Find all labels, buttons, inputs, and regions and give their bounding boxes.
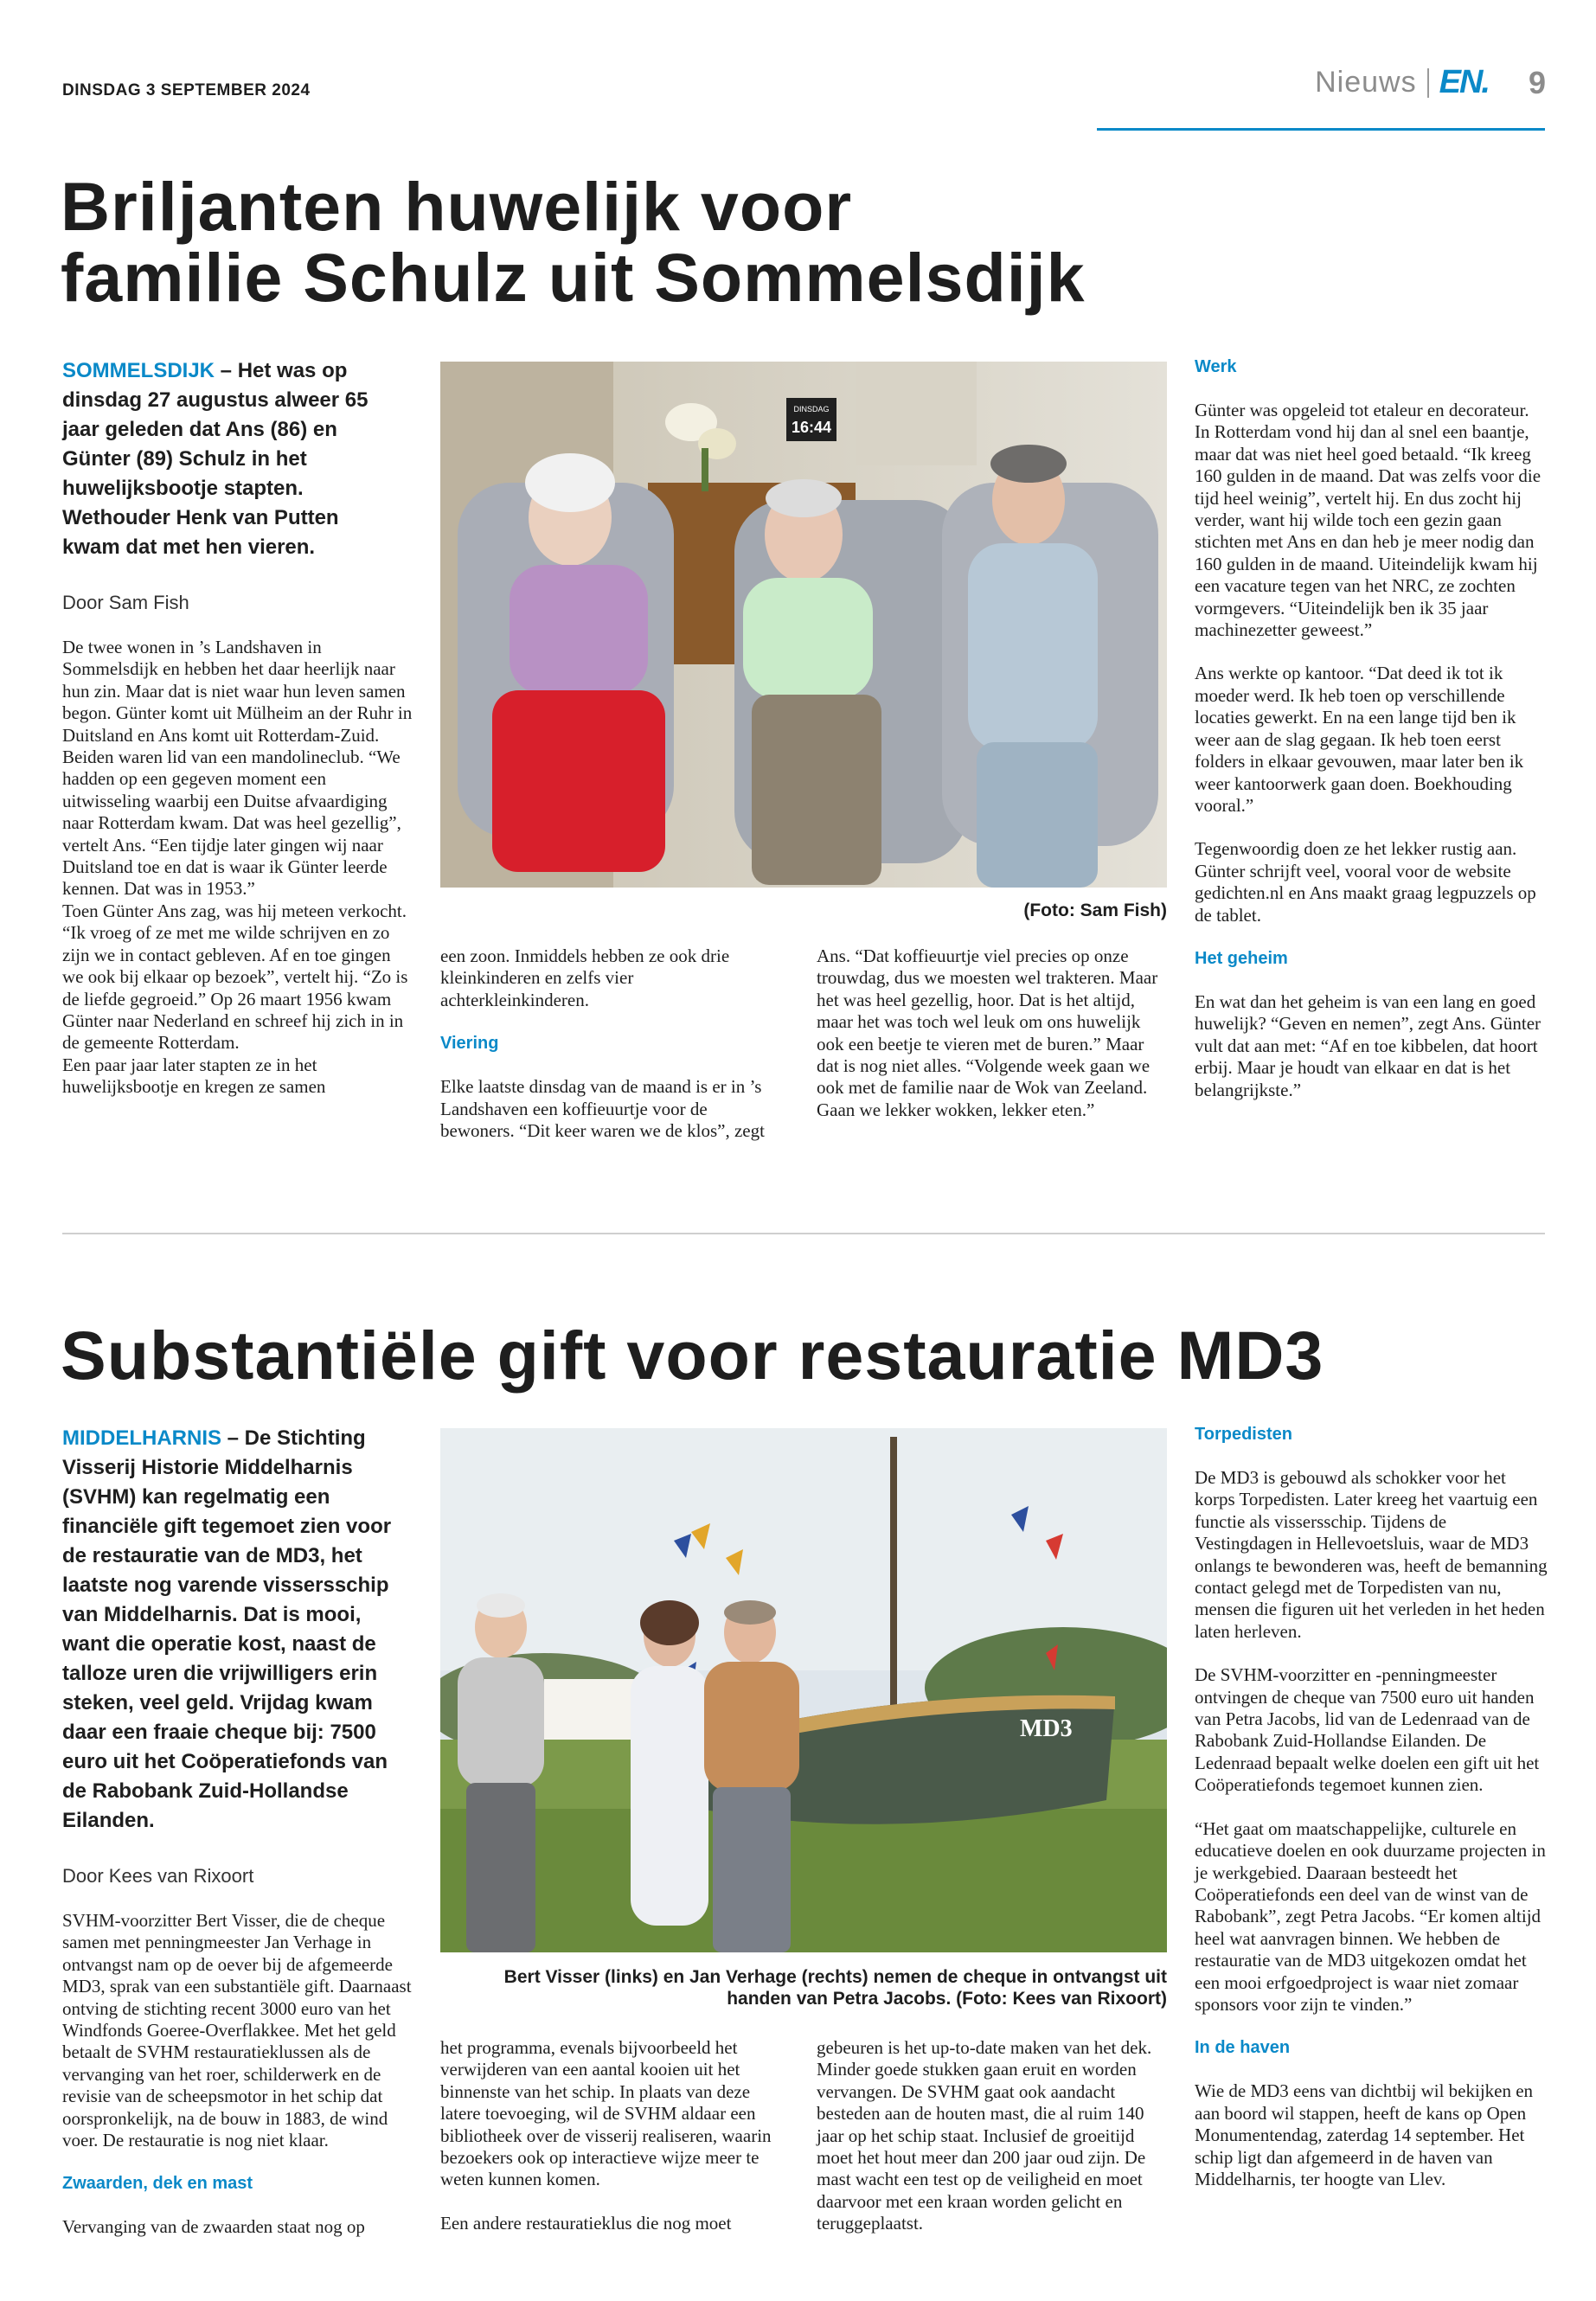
- article2-column1: [62, 1910, 413, 2239]
- article2-column4: [1195, 1424, 1548, 2190]
- article2-headline: Substantiële gift voor restauratie MD3: [61, 1317, 1324, 1394]
- article1-paragraph: Een paar jaar later stapten ze in het huwelijksbootje en kregen ze samen: [62, 1054, 326, 1098]
- article1-paragraph: een zoon. Inmiddels hebben ze ook drie kleinkinderen en zelfs vier achterkleinkinderen.: [440, 945, 730, 1010]
- article2-paragraph: het programma, evenals bijvoorbeeld het verwijderen van een aantal kooien uit het binnenste van het schip. In plaats van deze latere toevoeging, wil de SVHM aldaar een bibliotheek over de visserij realiseren, waarin bezoekers ook op interactieve wijze meer te weten kunnen komen.: [440, 2037, 772, 2190]
- article2-column2: [440, 2037, 785, 2234]
- article1-subheading-viering: Viering: [440, 1034, 499, 1054]
- article1-subheading-werk: Werk: [1195, 357, 1237, 376]
- article1-subheading-geheim: Het geheim: [1195, 948, 1288, 968]
- article2-paragraph: Wie de MD3 eens van dichtbij wil bekijken en aan boord wil stappen, heeft de kans op Open Monumentendag, zaterdag 14 september. Het schip ligt dan afgemeerd in de haven van Middelharnis, ter hoogte van Llev.: [1195, 2080, 1534, 2189]
- article1-paragraph: De twee wonen in ’s Landshaven in Sommelsdijk en hebben het daar heerlijk naar hun zin. Maar dat is niet waar hun leven samen begon. Günter komt uit Mülheim an der Ruhr in Duitsland en Ans komt uit Rotterdam-Zuid. Beiden waren lid van een mandolineclub. “We hadden op een gegeven moment een uitwisseling waarbij een Duitse afvaardiging naar Rotterdam kwam. Dat was heel gezellig”, vertelt Ans. “Een tijdje later gingen wij naar Duitsland toe en dat is waar ik Günter leerde kennen. Dat was in 1953.”: [62, 637, 413, 900]
- article-divider: [62, 1233, 1545, 1234]
- article2-subheading-torpedisten: Torpedisten: [1195, 1425, 1292, 1444]
- article2-lead-text: – De Stichting Visserij Historie Middelharnis (SVHM) kan regelmatig een financiële gift tegemoet zien voor de restauratie van de MD3, het laatste nog varende vissersschip van Middelharnis. Dat is mooi, want die operatie kost, naast de talloze uren die vrijwilligers erin steken, veel geld. Vrijdag kwam daar een fraaie cheque bij: 7500 euro uit het Coöperatiefonds van de Rabobank Zuid-Hollandse Eilanden.: [62, 1426, 392, 1832]
- article1-photo-caption: (Foto: Sam Fish): [1023, 901, 1167, 920]
- section-label: Nieuws: [1315, 66, 1417, 99]
- article1-paragraph: En wat dan het geheim is van een lang en goed huwelijk? “Geven en nemen”, zegt Ans. Günter vult dat aan met: “Af en toe kibbelen, dat hoort erbij. Maar je houdt van elkaar en dat is het belangrijkste.”: [1195, 990, 1542, 1100]
- article1-byline: Door Sam Fish: [62, 592, 189, 613]
- article2-subheading-zwaarden: Zwaarden, dek en mast: [62, 2174, 253, 2194]
- article1-column3: [817, 945, 1161, 1121]
- article1-photo: [440, 362, 1167, 888]
- article2-byline: Door Kees van Rixoort: [62, 1865, 254, 1887]
- article1-paragraph: Elke laatste dinsdag van de maand is er in ’s Landshaven een koffieuurtje voor de bewoners. “Dit keer waren we de klos”, zegt: [440, 1076, 765, 1142]
- article1-headline-line1: Briljanten huwelijk voor: [61, 168, 853, 245]
- boat-photo-illustration: [440, 1428, 1167, 1952]
- article1-column4: [1195, 356, 1548, 1101]
- page-number: 9: [1528, 64, 1546, 100]
- article1-paragraph: Ans werkte op kantoor. “Dat deed ik tot ik moeder werd. Ik heb toen op verschillende locaties gewerkt. En na een lange tijd ben ik weer aan de slag gegaan. Ik heb toen eerst folders in elkaar gevouwen, maar later ben ik weer kantoorwerk gaan doen. Boekhouding vooral.”: [1195, 663, 1524, 816]
- couple-photo-illustration: [440, 362, 1167, 888]
- article2-paragraph: gebeuren is het up-to-date maken van het dek. Minder goede stukken gaan eruit en worden vervangen. De SVHM gaat ook aandacht besteden aan de houten mast, die al ruim 140 jaar op het schip staat. Inclusief de groeitijd moet het hout meer dan 200 jaar oud zijn. De mast wacht een test op de veiligheid en moet daarvoor met een kraan worden gelicht en teruggeplaatst.: [817, 2037, 1152, 2234]
- article1-column2: [440, 945, 785, 1142]
- article2-dateline-place: MIDDELHARNIS: [62, 1426, 221, 1450]
- masthead-separator: [1427, 68, 1429, 98]
- article1-lead: [62, 356, 394, 562]
- article2-photo: [440, 1428, 1167, 1952]
- article1-paragraph: Toen Günter Ans zag, was hij meteen verkocht. “Ik vroeg of ze met me wilde schrijven en zo zijn we in contact gebleven. Af en toe gingen we ook bij elkaar op bezoek”, vertelt hij. “Zo is de liefde gegroeid.” Op 26 maart 1956 kwam Günter naar Nederland en schreef hij zich in in de gemeente Rotterdam.: [62, 900, 408, 1054]
- article1-paragraph: Günter was opgeleid tot etaleur en decorateur. In Rotterdam vond hij dan al snel een baantje, maar dat was niet heel goed betaald. “Ik kreeg 160 gulden in de maand. Dat was zelfs voor die tijd heel weinig”, vertelt hij. En dus zocht hij verder, want hij wilde toch een gezin gaan stichten met Ans en dan heb je meer nodig dan 160 gulden in de maand. Uiteindelijk kwam hij een vacature tegen van het NRC, ze zochten vormgevers. “Uiteindelijk ben ik 35 jaar machinezetter geweest.”: [1195, 400, 1542, 641]
- clock-day: DINSDAG: [793, 405, 830, 413]
- issue-date: DINSDAG 3 SEPTEMBER 2024: [62, 81, 311, 99]
- article2-paragraph: Vervanging van de zwaarden staat nog op: [62, 2216, 365, 2238]
- article2-paragraph: SVHM-voorzitter Bert Visser, die de cheque samen met penningmeester Jan Verhage in ontvangst nam op de oever bij de afgemeerde MD3, sprak van een substantiële gift. Daarnaast ontving de stichting recent 3000 euro van het Windfonds Goeree-Overflakkee. Met het geld betaalt de SVHM restauratieklussen als de vervanging van het roer, schilderwerk en de revisie van de scheepsmotor in het schip dat oorspronkelijk, na de bouw in 1883, de wind voer. De restauratie is nog niet klaar.: [62, 1910, 412, 2151]
- header-accent-line: [1097, 128, 1545, 131]
- article1-lead-text: – Het was op dinsdag 27 augustus alweer 65 jaar geleden dat Ans (86) en Günter (89) Schulz in het huwelijksbootje stapten. Wethouder Henk van Putten kwam dat met hen vieren.: [62, 359, 369, 559]
- article1-column1: [62, 637, 413, 1099]
- article2-column3: [817, 2037, 1161, 2235]
- boat-label: MD3: [1020, 1715, 1073, 1742]
- article2-paragraph: De MD3 is gebouwd als schokker voor het korps Torpedisten. Later kreeg het vaartuig een functie als vissersschip. Tijdens de Vestingdagen in Hellevoetsluis, waar de MD3 onlangs te bewonderen was, heeft de bemanning contact gelegd met de Torpedisten van nu, mensen die figuren uit het verleden in het heden laten herleven.: [1195, 1467, 1548, 1642]
- article1-paragraph: Tegenwoordig doen ze het lekker rustig aan. Günter schrijft veel, vooral voor de website gedichten.nl en Ans maakt graag legpuzzels op de tablet.: [1195, 838, 1536, 926]
- article2-photo-caption: Bert Visser (links) en Jan Verhage (rechts) nemen de cheque in ontvangst uit handen van Petra Jacobs. (Foto: Kees van Rixoort): [503, 1967, 1167, 2009]
- article2-paragraph: Een andere restauratieklus die nog moet: [440, 2212, 732, 2234]
- article2-paragraph: “Het gaat om maatschappelijke, culturele en educatieve doelen en ook duurzame projecten in je werkgebied. Daaraan besteedt het Coöperatiefonds een deel van de winst van de Rabobank”, zegt Petra Jacobs. “Er komen altijd heel wat aanvragen binnen. We hebben de restauratie van de MD3 uitgekozen omdat het een mooi erfgoedproject is waar niet zomaar sponsors voor zijn te vinden.”: [1195, 1817, 1546, 2015]
- article1-paragraph: Ans. “Dat koffieuurtje viel precies op onze trouwdag, dus we moesten wel trakteren. Maar het was heel gezellig, hoor. Dat is het altijd, maar het was toch wel leuk om ons huwelijk ook een beetje te vieren met de buren.” Maar dat is nog niet alles. “Volgende week gaan we ook met de familie naar de Wok van Zeeland. Gaan we lekker wokken, lekker eten.”: [817, 945, 1158, 1120]
- article1-headline: [61, 168, 1531, 316]
- article2-paragraph: De SVHM-voorzitter en -penningmeester ontvingen de cheque van 7500 euro uit handen van Petra Jacobs, lid van de Ledenraad van de Rabobank Zuid-Hollandse Eilanden. De Ledenraad bepaalt welke doelen een gift uit het Coöperatiefonds tegemoet kunnen zien.: [1195, 1664, 1540, 1796]
- article2-subheading-haven: In de haven: [1195, 2038, 1291, 2058]
- newspaper-logo: EN.: [1439, 64, 1489, 100]
- article1-dateline-place: SOMMELSDIJK: [62, 359, 215, 382]
- clock-time: 16:44: [791, 419, 832, 436]
- article1-headline-line2: familie Schulz uit Sommelsdijk: [61, 239, 1086, 316]
- masthead: [1315, 64, 1546, 101]
- article2-lead: [62, 1424, 408, 1836]
